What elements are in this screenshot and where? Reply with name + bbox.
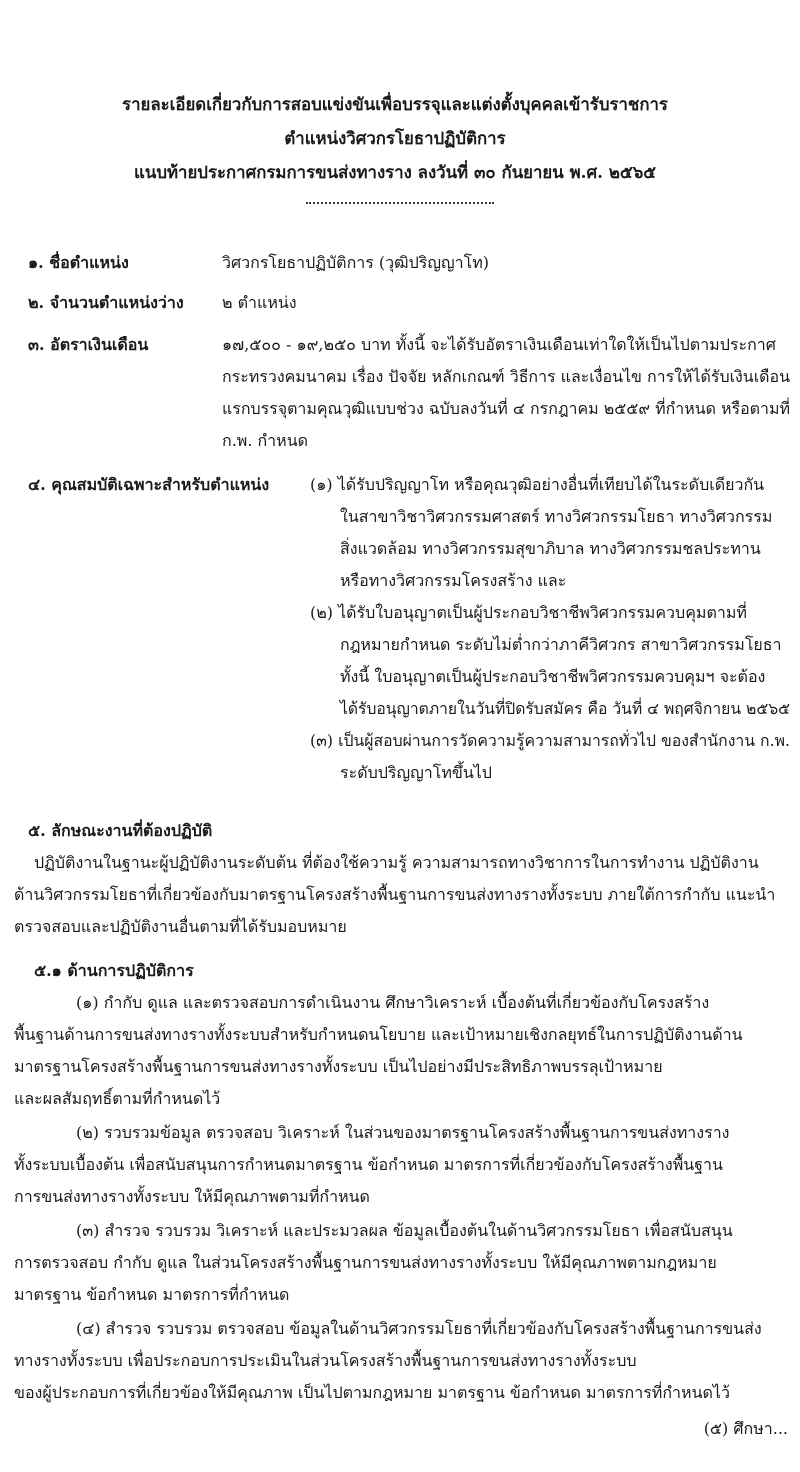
duty-line: และผลสัมฤทธิ์ตามที่กำหนดไว้: [14, 1089, 221, 1108]
section-3-line: กระทรวงคมนาคม เรื่อง ปัจจัย หลักเกณฑ์ วิธีการ และเงื่อนไข การให้ได้รับเงินเดือน: [222, 367, 790, 386]
section-3-line: ก.พ. กำหนด: [222, 431, 309, 450]
section-5-1-title: ๕.๑ ด้านการปฏิบัติการ: [34, 961, 194, 980]
duty-line: ทางรางทั้งระบบ เพื่อประกอบการประเมินในส่วนโครงสร้างพื้นฐานการขนส่งทางรางทั้งระบบ: [14, 1351, 637, 1370]
duty-line: (๒) รวบรวมข้อมูล ตรวจสอบ วิเคราะห์ ในส่วนของมาตรฐานโครงสร้างพื้นฐานการขนส่งทางราง: [76, 1123, 730, 1142]
section-1-value: วิศวกรโยธาปฏิบัติการ (วุฒิปริญญาโท): [222, 253, 489, 272]
section-1-label: ๑. ชื่อตำแหน่ง: [28, 253, 129, 272]
duty-line: การตรวจสอบ กำกับ ดูแล ในส่วนโครงสร้างพื้นฐานการขนส่งทางรางทั้งระบบ ให้มีคุณภาพตามกฎหมาย: [14, 1253, 717, 1272]
qualification-line: (๑) ได้รับปริญญาโท หรือคุณวุฒิอย่างอื่นที่เทียบได้ในระดับเดียวกัน: [310, 475, 765, 494]
section-5-title: ๕. ลักษณะงานที่ต้องปฏิบัติ: [28, 821, 213, 840]
header-line-2: ตำแหน่งวิศวกรโยธาปฏิบัติการ: [284, 129, 506, 149]
qualification-line: ระดับปริญญาโทขึ้นไป: [340, 763, 492, 782]
qualification-line: สิ่งแวดล้อม ทางวิศวกรรมสุขาภิบาล ทางวิศวกรรมชลประทาน: [340, 539, 761, 558]
duty-line: (๔) สำรวจ รวบรวม ตรวจสอบ ข้อมูลในด้านวิศวกรรมโยธาที่เกี่ยวข้องกับโครงสร้างพื้นฐานการขนส่ง: [76, 1319, 762, 1338]
section-5-intro-line: ตรวจสอบและปฏิบัติงานอื่นตามที่ได้รับมอบหมาย: [14, 917, 347, 936]
header-separator: [306, 202, 494, 204]
section-2-value: ๒ ตำแหน่ง: [222, 293, 297, 312]
qualification-line: หรือทางวิศวกรรมโครงสร้าง และ: [340, 571, 567, 590]
qualification-line: ได้รับอนุญาตภายในวันที่ปิดรับสมัคร คือ วันที่ ๔ พฤศจิกายน ๒๕๖๕: [340, 699, 790, 718]
duty-line: (๓) สำรวจ รวบรวม วิเคราะห์ และประมวลผล ข้อมูลเบื้องต้นในด้านวิศวกรรมโยธา เพื่อสนับสนุน: [76, 1221, 733, 1240]
qualification-line: (๓) เป็นผู้สอบผ่านการวัดความรู้ความสามารถทั่วไป ของสำนักงาน ก.พ.: [310, 731, 790, 750]
qualification-line: ทั้งนี้ ใบอนุญาตเป็นผู้ประกอบวิชาชีพวิศวกรรมควบคุมฯ จะต้อง: [340, 667, 766, 686]
continuation-marker: (๕) ศึกษา...: [703, 1419, 788, 1438]
duty-line: มาตรฐาน ข้อกำหนด มาตรการที่กำหนด: [14, 1285, 290, 1304]
section-3-label: ๓. อัตราเงินเดือน: [28, 335, 149, 354]
qualification-line: (๒) ได้รับใบอนุญาตเป็นผู้ประกอบวิชาชีพวิศวกรรมควบคุมตามที่: [310, 603, 747, 622]
duty-line: ทั้งระบบเบื้องต้น เพื่อสนับสนุนการกำหนดมาตรฐาน ข้อกำหนด มาตรการที่เกี่ยวข้องกับโครงสร้างพื้นฐาน: [14, 1155, 723, 1174]
qualification-line: ในสาขาวิชาวิศวกรรมศาสตร์ ทางวิศวกรรมโยธา ทางวิศวกรรม: [340, 507, 773, 526]
section-2-label: ๒. จำนวนตำแหน่งว่าง: [28, 293, 184, 312]
duty-line: (๑) กำกับ ดูแล และตรวจสอบการดำเนินงาน ศึกษาวิเคราะห์ เบื้องต้นที่เกี่ยวข้องกับโครงสร้าง: [76, 993, 710, 1012]
qualification-line: กฎหมายกำหนด ระดับไม่ต่ำกว่าภาคีวิศวกร สาขาวิศวกรรมโยธา: [340, 635, 782, 654]
duty-line: ของผู้ประกอบการที่เกี่ยวข้องให้มีคุณภาพ เป็นไปตามกฎหมาย มาตรฐาน ข้อกำหนด มาตรการที่กำหนดไว้: [14, 1383, 730, 1402]
section-3-line: แรกบรรจุตามคุณวุฒิแบบช่วง ฉบับลงวันที่ ๔ กรกฎาคม ๒๕๕๙ ที่กำหนด หรือตามที่: [222, 399, 790, 418]
section-5-intro-line: ด้านวิศวกรรมโยธาที่เกี่ยวข้องกับมาตรฐานโครงสร้างพื้นฐานการขนส่งทางรางทั้งระบบ ภายใต้การกำกับ แนะนำ: [14, 885, 776, 904]
section-3-line: ๑๗,๕๐๐ - ๑๙,๒๕๐ บาท ทั้งนี้ จะได้รับอัตราเงินเดือนเท่าใดให้เป็นไปตามประกาศ: [222, 335, 776, 354]
header-line-1: รายละเอียดเกี่ยวกับการสอบแข่งขันเพื่อบรรจุและแต่งตั้งบุคคลเข้ารับราชการ: [122, 95, 668, 115]
duty-line: มาตรฐานโครงสร้างพื้นฐานการขนส่งทางรางทั้งระบบ เป็นไปอย่างมีประสิทธิภาพบรรลุเป้าหมาย: [14, 1057, 663, 1076]
header-line-3: แนบท้ายประกาศกรมการขนส่งทางราง ลงวันที่ ๓๐ กันยายน พ.ศ. ๒๕๖๕: [134, 163, 656, 183]
section-5-intro-line: ปฏิบัติงานในฐานะผู้ปฏิบัติงานระดับต้น ที่ต้องใช้ความรู้ ความสามารถทางวิชาการในการทำงาน ปฏิบัติงาน: [34, 853, 759, 872]
duty-line: พื้นฐานด้านการขนส่งทางรางทั้งระบบสำหรับกำหนดนโยบาย และเป้าหมายเชิงกลยุทธ์ในการปฏิบัติงานด้าน: [14, 1025, 743, 1044]
section-4-label: ๔. คุณสมบัติเฉพาะสำหรับตำแหน่ง: [28, 475, 270, 494]
duty-line: การขนส่งทางรางทั้งระบบ ให้มีคุณภาพตามที่กำหนด: [14, 1187, 370, 1206]
